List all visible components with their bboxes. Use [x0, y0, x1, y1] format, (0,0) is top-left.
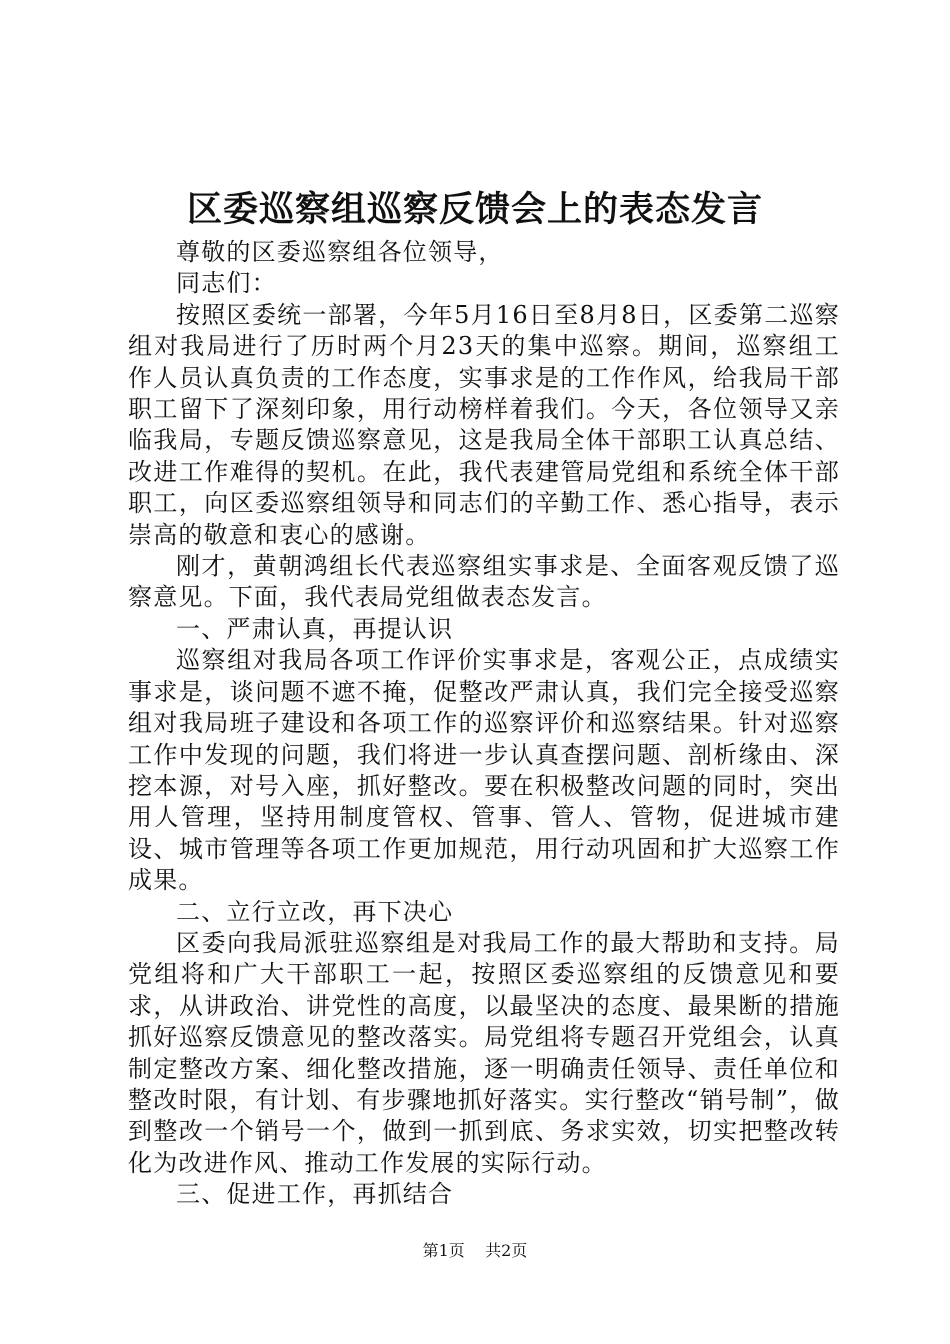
document-body	[128, 237, 840, 1211]
salutation-line: 尊敬的区委巡察组各位领导，	[176, 238, 504, 266]
section-heading: 一、严肃认真，再提认识	[176, 614, 454, 643]
body-paragraph: 刚才，黄朝鸿组长代表巡察组实事求是、全面客观反馈了巡察意见。下面，我代表局党组做表态发言。	[128, 552, 840, 612]
page-total: 共2页	[485, 1241, 528, 1260]
body-paragraph: 按照区委统一部署，今年5月16日至8月8日，区委第二巡察组对我局进行了历时两个月23天的集中巡察。期间，巡察组工作人员认真负责的工作态度，实事求是的工作作风，给我局干部职工留下了深刻印象，用行动榜样着我们。今天，各位领导又亲临我局，专题反馈巡察意见，这是我局全体干部职工认真总结、改进工作难得的契机。在此，我代表建管局党组和系统全体干部职工，向区委巡察组领导和同志们的辛勤工作、悉心指导，表示崇高的敬意和衷心的感谢。	[128, 300, 840, 549]
footer-separator	[470, 1241, 480, 1260]
page-footer	[0, 1240, 950, 1262]
salutation-line: 同志们：	[176, 269, 277, 298]
body-paragraph: 巡察组对我局各项工作评价实事求是，客观公正，点成绩实事求是，谈问题不遮不掩，促整改严肃认真，我们完全接受巡察组对我局班子建设和各项工作的巡察评价和巡察结果。针对巡察工作中发现的问题，我们将进一步认真查摆问题、剖析缘由、深挖本源，对号入座，抓好整改。要在积极整改问题的同时，突出用人管理，坚持用制度管权、管事、管人、管物，促进城市建设、城市管理等各项工作更加规范，用行动巩固和扩大巡察工作成果。	[128, 646, 840, 895]
section-heading: 二、立行立改，再下决心	[176, 897, 454, 926]
section-heading: 三、促进工作，再抓结合	[176, 1180, 454, 1209]
document-title: 区委巡察组巡察反馈会上的表态发言	[186, 189, 763, 230]
page-number: 第1页	[422, 1241, 465, 1260]
body-paragraph: 区委向我局派驻巡察组是对我局工作的最大帮助和支持。局党组将和广大干部职工一起，按照区委巡察组的反馈意见和要求，从讲政治、讲党性的高度，以最坚决的态度、最果断的措施抓好巡察反馈意见的整改落实。局党组将专题召开党组会，认真制定整改方案、细化整改措施，逐一明确责任领导、责任单位和整改时限，有计划、有步骤地抓好落实。实行整改“销号制”，做到整改一个销号一个，做到一抓到底、务求实效，切实把整改转化为改进作风、推动工作发展的实际行动。	[128, 928, 840, 1177]
